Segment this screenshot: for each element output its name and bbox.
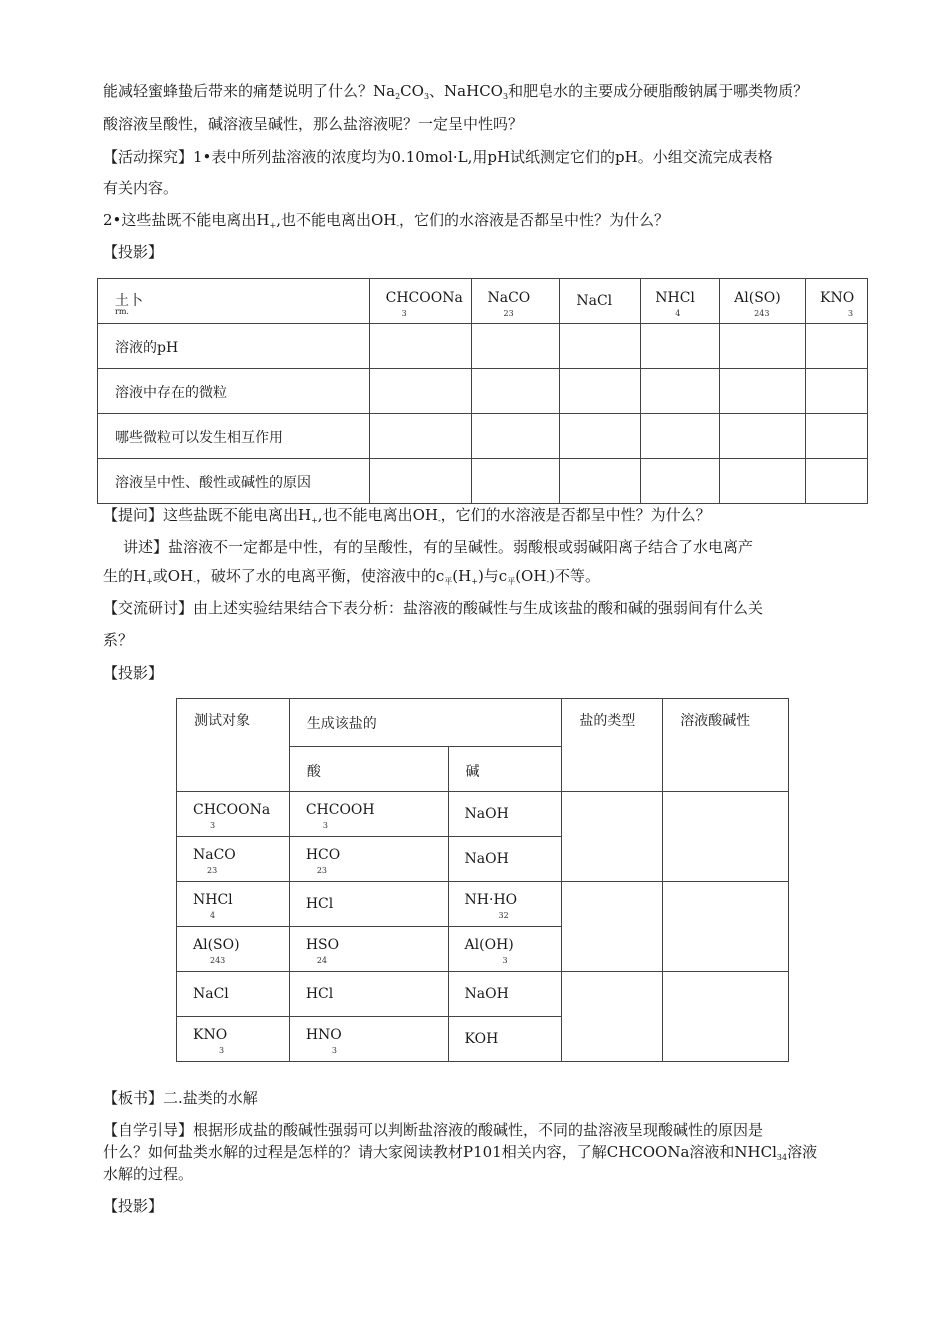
salt-cell: Al(SO) 243 — [177, 927, 290, 972]
header-salt-4: NHCl 4 — [641, 279, 720, 324]
table-row — [98, 414, 868, 459]
activity-line-1: 【活动探究】1•表中所列盐溶液的浓度均为0.10mol·L,用pH试纸测定它们的pH。小组交流完成表格 — [103, 148, 773, 166]
header-salt-3: NaCl — [560, 279, 641, 324]
acidity-cell[interactable] — [663, 792, 789, 882]
projection-label-3: 【投影】 — [103, 1197, 164, 1215]
empty-cell[interactable] — [641, 414, 720, 459]
empty-cell[interactable] — [720, 459, 806, 504]
discussion-line-2: 系？ — [103, 631, 134, 649]
salt-cell: NHCl 4 — [177, 882, 290, 927]
empty-cell[interactable] — [471, 369, 560, 414]
header-generate: 生成该盐的 — [289, 699, 562, 747]
empty-cell[interactable] — [369, 369, 471, 414]
discussion-line-1: 【交流研讨】由上述实验结果结合下表分析：盐溶液的酸碱性与生成该盐的酸和碱的强弱间有什么关 — [103, 599, 764, 617]
acidity-cell[interactable] — [663, 972, 789, 1062]
empty-cell[interactable] — [471, 324, 560, 369]
row-label-particles: 溶液中存在的微粒 — [98, 369, 370, 414]
empty-cell[interactable] — [369, 459, 471, 504]
empty-cell[interactable] — [720, 369, 806, 414]
empty-cell[interactable] — [560, 324, 641, 369]
header-salt-6: KNO 3 — [806, 279, 868, 324]
header-salt-5: Al(SO) 243 — [720, 279, 806, 324]
intro-line-1: 能减轻蜜蜂蛰后带来的痛楚说明了什么？$Na_2CO_3$、NaHCO$_3$和肥皂水的主要成分硬脂酸钠属于哪类物质？ — [103, 82, 809, 101]
table-row — [98, 369, 868, 414]
salt-cell: CHCOONa 3 — [177, 792, 290, 837]
table-header-row — [98, 279, 868, 324]
activity-line-2: 有关内容。 — [103, 179, 179, 197]
projection-label-2: 【投影】 — [103, 664, 164, 682]
base-cell: Al(OH) 3 — [448, 927, 562, 972]
base-cell: NaOH — [448, 972, 562, 1017]
base-cell: NaOH — [448, 837, 562, 882]
table-row — [177, 792, 789, 837]
acid-cell: CHCOOH 3 — [289, 792, 448, 837]
corner-sublabel: rm. — [115, 307, 129, 316]
row-label-reason: 溶液呈中性、酸性或碱性的原因 — [98, 459, 370, 504]
table-row — [177, 882, 789, 927]
projection-label-1: 【投影】 — [103, 243, 164, 261]
board-heading: 【板书】二.盐类的水解 — [103, 1089, 258, 1107]
table-row — [98, 324, 868, 369]
intro-line-2: 酸溶液呈酸性，碱溶液呈碱性，那么盐溶液呢？一定呈中性吗？ — [103, 115, 524, 133]
question-line: 【提问】这些盐既不能电离出$H_+$,也不能电离出$OH_-$，它们的水溶液是否都呈中性？为什么？ — [103, 506, 711, 525]
salt-type-cell[interactable] — [562, 792, 663, 882]
empty-cell[interactable] — [471, 459, 560, 504]
acid-cell: HCO 23 — [289, 837, 448, 882]
table2-header-row — [177, 699, 789, 747]
salt-cell: NaCO 23 — [177, 837, 290, 882]
acid-cell: HCl — [289, 882, 448, 927]
row-label-ph: 溶液的pH — [98, 324, 370, 369]
acid-cell: HSO 24 — [289, 927, 448, 972]
empty-cell[interactable] — [806, 324, 868, 369]
base-cell: NH·HO 32 — [448, 882, 562, 927]
acid-cell: HCl — [289, 972, 448, 1017]
self-study-line-3: 水解的过程。 — [103, 1165, 194, 1183]
salt-type-table — [176, 698, 789, 1062]
lecture-line-1: 讲述】盐溶液不一定都是中性，有的呈酸性，有的呈碱性。弱酸根或弱碱阳离子结合了水电离产 — [123, 538, 754, 556]
corner-label: 土卜 — [115, 293, 143, 309]
empty-cell[interactable] — [369, 324, 471, 369]
salt-type-cell[interactable] — [562, 972, 663, 1062]
self-study-line-1: 【自学引导】根据形成盐的酸碱性强弱可以判断盐溶液的酸碱性，不同的盐溶液呈现酸碱性的原因是 — [103, 1121, 764, 1139]
base-cell: KOH — [448, 1017, 562, 1062]
empty-cell[interactable] — [471, 414, 560, 459]
empty-cell[interactable] — [806, 459, 868, 504]
row-label-interaction: 哪些微粒可以发生相互作用 — [98, 414, 370, 459]
table-row — [98, 459, 868, 504]
table-corner-cell — [98, 279, 370, 324]
table-row — [177, 972, 789, 1017]
empty-cell[interactable] — [806, 414, 868, 459]
header-test-object: 测试对象 — [177, 699, 290, 792]
empty-cell[interactable] — [641, 369, 720, 414]
empty-cell[interactable] — [806, 369, 868, 414]
empty-cell[interactable] — [641, 459, 720, 504]
salt-cell: NaCl — [177, 972, 290, 1017]
header-salt-1: CHCOONa 3 — [369, 279, 471, 324]
salt-type-cell[interactable] — [562, 882, 663, 972]
header-acidity: 溶液酸碱性 — [663, 699, 789, 792]
empty-cell[interactable] — [720, 414, 806, 459]
empty-cell[interactable] — [560, 414, 641, 459]
empty-cell[interactable] — [641, 324, 720, 369]
salt-cell: KNO 3 — [177, 1017, 290, 1062]
empty-cell[interactable] — [560, 459, 641, 504]
self-study-line-2: 什么？如何盐类水解的过程是怎样的？请大家阅读教材P101相关内容，了解CHCOONa溶液和NHCl$_{34}$溶液 — [103, 1143, 818, 1162]
empty-cell[interactable] — [369, 414, 471, 459]
header-acid: 酸 — [289, 747, 448, 792]
acidity-cell[interactable] — [663, 882, 789, 972]
header-salt-type: 盐的类型 — [562, 699, 663, 792]
activity-question-2: 2•这些盐既不能电离出$H_+$,也不能电离出$OH_-$，它们的水溶液是否都呈中性？为什么？ — [103, 211, 670, 230]
empty-cell[interactable] — [560, 369, 641, 414]
header-base: 碱 — [448, 747, 562, 792]
lecture-line-2: 生的$H_+$或$OH_-$，破坏了水的电离平衡，使溶液中的$c_平(H_+)$与$c_平(OH_-)$不等。 — [103, 567, 600, 586]
empty-cell[interactable] — [720, 324, 806, 369]
acid-cell: HNO 3 — [289, 1017, 448, 1062]
header-salt-2: NaCO 23 — [471, 279, 560, 324]
salt-ph-table — [97, 278, 868, 504]
base-cell: NaOH — [448, 792, 562, 837]
